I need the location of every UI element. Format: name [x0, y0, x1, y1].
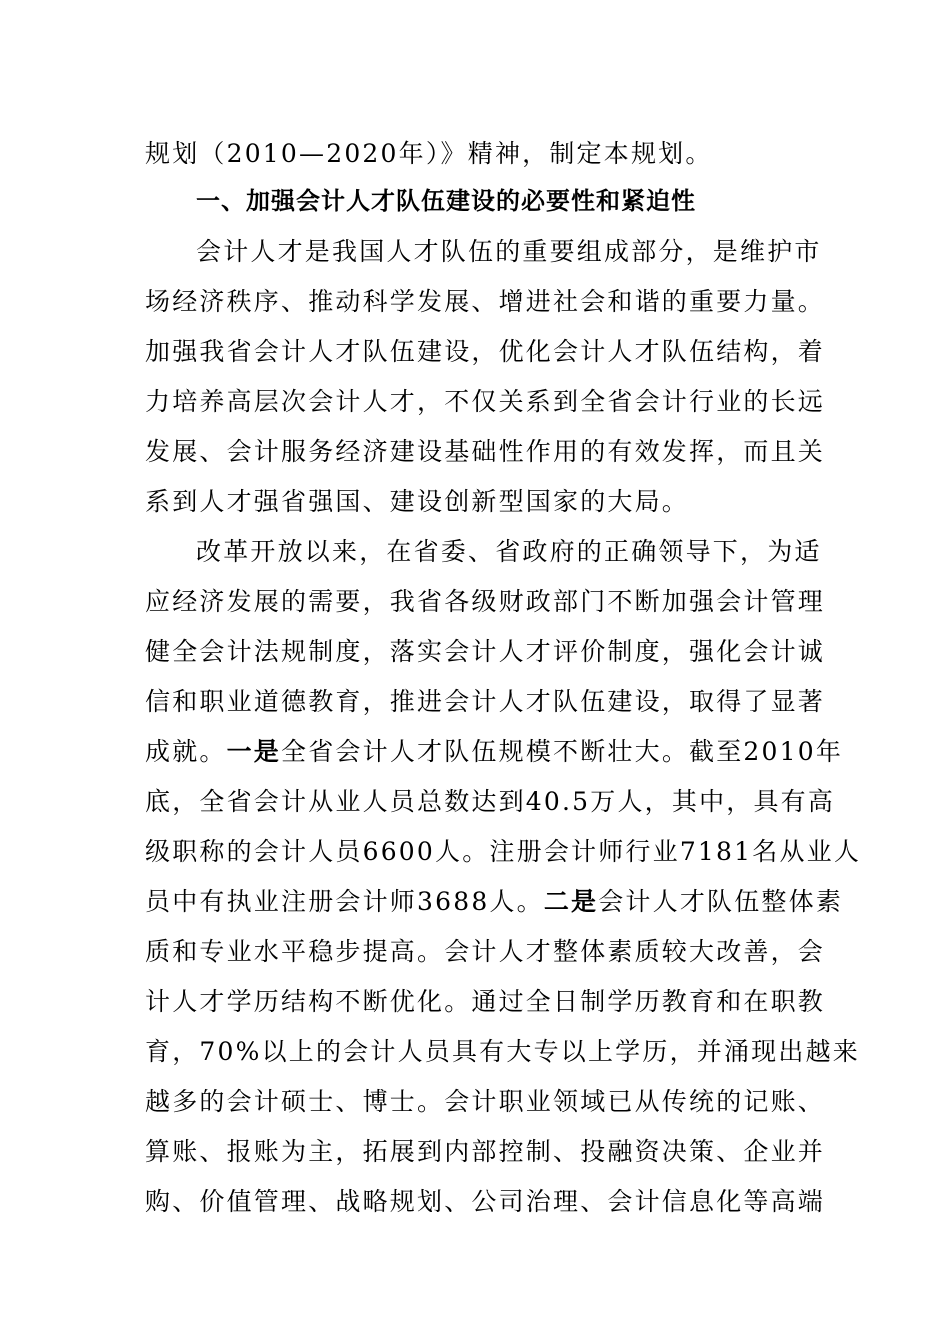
paragraph-line: 应经济发展的需要，我省各级财政部门不断加强会计管理 [145, 587, 826, 616]
paragraph-line: 算账、报账为主，拓展到内部控制、投融资决策、企业并 [145, 1137, 826, 1166]
emphasis-second: 二是 [543, 887, 599, 916]
paragraph-line-mixed [145, 736, 844, 768]
paragraph-line: 加强我省会计人才队伍建设，优化会计人才队伍结构，着 [145, 337, 826, 366]
paragraph-line: 底，全省会计从业人员总数达到40.5万人，其中，具有高 [145, 787, 836, 816]
line-text: 成就。 [145, 737, 227, 766]
paragraph-line: 会计人才是我国人才队伍的重要组成部分，是维护市 [196, 237, 822, 266]
paragraph-line: 育，70%以上的会计人员具有大专以上学历，并涌现出越来 [145, 1037, 860, 1066]
paragraph-line: 场经济秩序、推动科学发展、增进社会和谐的重要力量。 [145, 287, 826, 316]
paragraph-line: 力培养高层次会计人才，不仅关系到全省会计行业的长远 [145, 387, 826, 416]
paragraph-line: 健全会计法规制度，落实会计人才评价制度，强化会计诚 [145, 637, 826, 666]
line-text: 会计人才队伍整体素 [598, 887, 844, 916]
emphasis-first: 一是 [226, 737, 282, 766]
paragraph-line: 规划（2010—2020年）》精神，制定本规划。 [145, 139, 713, 168]
paragraph-line: 系到人才强省强国、建设创新型国家的大局。 [145, 487, 690, 516]
paragraph-line: 发展、会计服务经济建设基础性作用的有效发挥，而且关 [145, 437, 826, 466]
paragraph-line: 改革开放以来，在省委、省政府的正确领导下，为适 [196, 537, 822, 566]
paragraph-line: 购、价值管理、战略规划、公司治理、会计信息化等高端 [145, 1187, 826, 1216]
paragraph-line: 质和专业水平稳步提高。会计人才整体素质较大改善，会 [145, 937, 826, 966]
section-heading: 一、加强会计人才队伍建设的必要性和紧迫性 [196, 187, 696, 215]
paragraph-line: 级职称的会计人员6600人。注册会计师行业7181名从业人 [145, 837, 862, 866]
paragraph-line-mixed [145, 886, 844, 918]
paragraph-line: 信和职业道德教育，推进会计人才队伍建设，取得了显著 [145, 687, 826, 716]
paragraph-line: 越多的会计硕士、博士。会计职业领域已从传统的记账、 [145, 1087, 826, 1116]
paragraph-line: 计人才学历结构不断优化。通过全日制学历教育和在职教 [145, 987, 826, 1016]
line-text: 员中有执业注册会计师3688人。 [145, 887, 544, 916]
line-text: 全省会计人才队伍规模不断壮大。截至2010年 [281, 737, 844, 766]
